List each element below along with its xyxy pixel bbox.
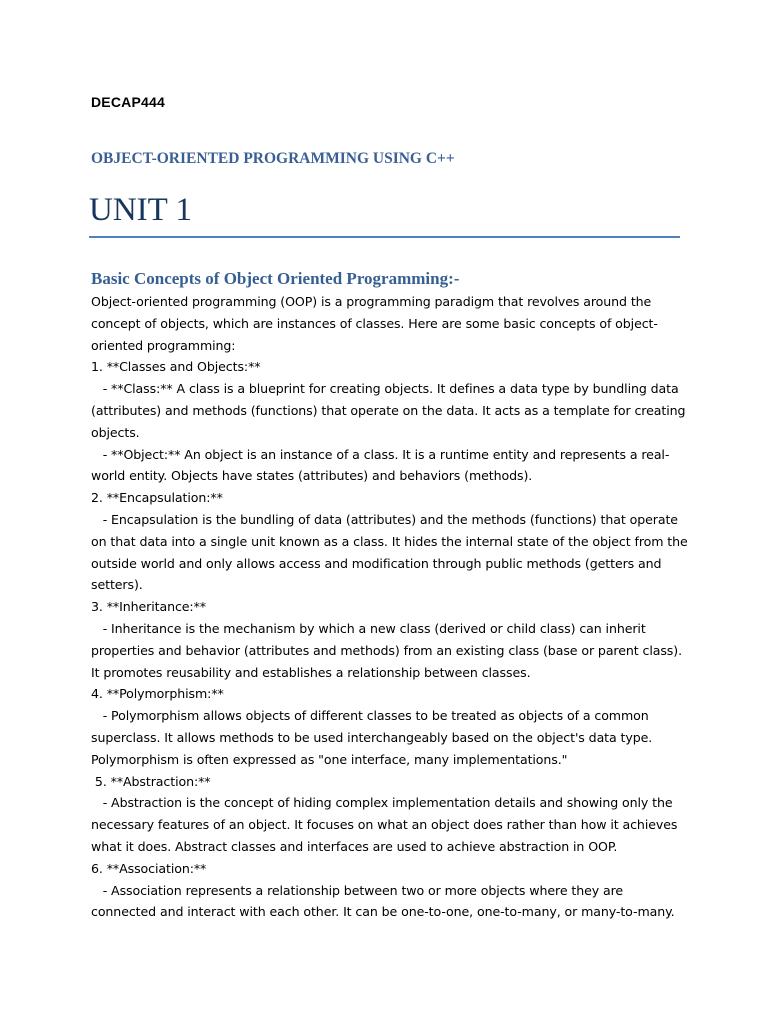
body-line: properties and behavior (attributes and methods) from an existing class (base or parent class). — [91, 642, 682, 658]
body-line: - Polymorphism allows objects of different classes to be treated as objects of a common — [91, 708, 649, 724]
body-line: necessary features of an object. It focuses on what an object does rather than how it achieves — [91, 817, 678, 833]
body-line: Object-oriented programming (OOP) is a programming paradigm that revolves around the — [91, 294, 652, 309]
body-line: It promotes reusability and establishes a relationship between classes. — [91, 664, 531, 680]
body-line: world entity. Objects have states (attributes) and behaviors (methods). — [91, 468, 533, 484]
body-text — [91, 291, 691, 923]
body-line: - Inheritance is the mechanism by which a new class (derived or child class) can inherit — [91, 620, 646, 636]
body-line: 5. **Abstraction:** — [91, 773, 211, 789]
body-line: 1. **Classes and Objects:** — [91, 359, 261, 375]
body-line: - **Class:** A class is a blueprint for creating objects. It defines a data type by bundling data — [91, 381, 679, 397]
body-line: what it does. Abstract classes and interfaces are used to achieve abstraction in OOP. — [91, 838, 618, 854]
section-heading: Basic Concepts of Object Oriented Programming:- — [91, 269, 460, 288]
body-line: superclass. It allows methods to be used interchangeably based on the object's data type. — [91, 729, 653, 745]
unit-title: UNIT 1 — [89, 192, 192, 228]
body-line: Polymorphism is often expressed as "one interface, many implementations." — [91, 751, 568, 767]
body-line: objects. — [91, 424, 140, 440]
unit-title-rule — [89, 236, 680, 238]
body-line: 3. **Inheritance:** — [91, 599, 206, 615]
body-line: connected and interact with each other. It can be one-to-one, one-to-many, or many-to-many. — [91, 904, 675, 920]
body-line: (attributes) and methods (functions) that operate on the data. It acts as a template for creating — [91, 402, 686, 418]
body-line: on that data into a single unit known as a class. It hides the internal state of the object from the — [91, 533, 688, 549]
body-line: outside world and only allows access and modification through public methods (getters and — [91, 555, 662, 571]
body-line: - Association represents a relationship between two or more objects where they are — [91, 882, 624, 898]
body-line: - **Object:** An object is an instance of a class. It is a runtime entity and represents a real- — [91, 446, 670, 462]
course-code: DECAP444 — [91, 94, 165, 110]
body-line: 4. **Polymorphism:** — [91, 686, 224, 702]
body-line: 6. **Association:** — [91, 860, 207, 876]
body-line: - Abstraction is the concept of hiding complex implementation details and showing only the — [91, 795, 673, 811]
course-title: OBJECT-ORIENTED PROGRAMMING USING C++ — [91, 150, 455, 167]
body-line: 2. **Encapsulation:** — [91, 490, 223, 506]
body-line: - Encapsulation is the bundling of data (attributes) and the methods (functions) that operate — [91, 511, 678, 527]
body-line: setters). — [91, 577, 143, 593]
body-line: concept of objects, which are instances of classes. Here are some basic concepts of object- — [91, 315, 658, 331]
body-line: oriented programming: — [91, 337, 236, 353]
